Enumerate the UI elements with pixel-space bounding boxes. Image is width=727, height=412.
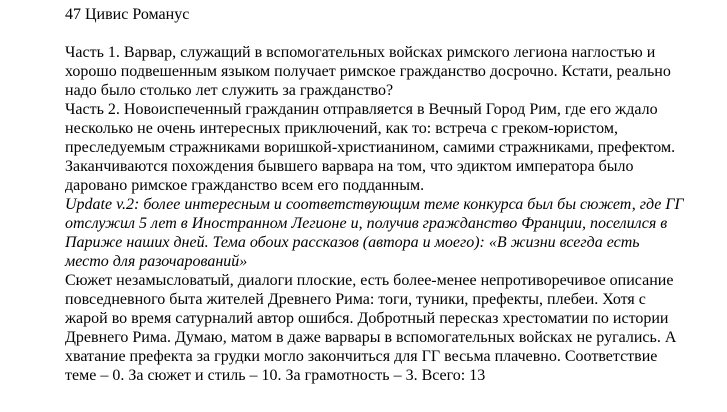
text-line: жарой во время сатурналий автор ошибся. Добротный пересказ хрестоматии по истории xyxy=(65,310,669,327)
text-line: надо было столько лет служить за гражданство? xyxy=(65,82,394,99)
text-line-update-note: Update v.2: более интересным и соответствующим теме конкурса был бы сюжет, где ГГ xyxy=(65,196,684,213)
text-line: хорошо подвешенным языком получает римское гражданство досрочно. Кстати, реально xyxy=(65,63,671,80)
text-line-update-note: место для разочарований» xyxy=(65,253,248,270)
text-line: Сюжет незамысловатый, диалоги плоские, есть более-менее непротиворечивое описание xyxy=(65,272,674,289)
text-line-update-note: Париже наших дней. Тема обоих рассказов (автора и моего): «В жизни всегда есть xyxy=(65,234,640,251)
text-line: Часть 2. Новоиспеченный гражданин отправляется в Вечный Город Рим, где его ждало xyxy=(65,101,658,118)
text-line: преследуемым стражниками воришкой-христианином, самими стражниками, префектом. xyxy=(65,139,676,156)
text-line: Древнего Рима. Думаю, матом в даже варвары в вспомогательных войсках не ругались. А xyxy=(65,329,677,346)
text-line: Часть 1. Варвар, служащий в вспомогательных войсках римского легиона наглостью и xyxy=(65,44,656,61)
text-line: хватание префекта за грудки могло закончиться для ГГ весьма плачевно. Соответствие xyxy=(65,348,658,365)
document-title: 47 Цивис Романус xyxy=(65,6,190,23)
text-line: Заканчиваются похождения бывшего варвара на том, что эдиктом императора было xyxy=(65,158,634,175)
text-line: даровано римское гражданство всем его подданным. xyxy=(65,177,425,194)
text-line: несколько не очень интересных приключений, как то: встреча с греком-юристом, xyxy=(65,120,618,137)
document xyxy=(65,5,720,385)
blank-line xyxy=(65,24,720,43)
text-line-update-note: отслужил 5 лет в Иностранном Легионе и, получив гражданство Франции, поселился в xyxy=(65,215,668,232)
text-line-scores: теме – 0. За сюжет и стиль – 10. За грамотность – 3. Всего: 13 xyxy=(65,367,486,384)
text-line: повседневного быта жителей Древнего Рима: тоги, туники, префекты, плебеи. Хотя с xyxy=(65,291,646,308)
